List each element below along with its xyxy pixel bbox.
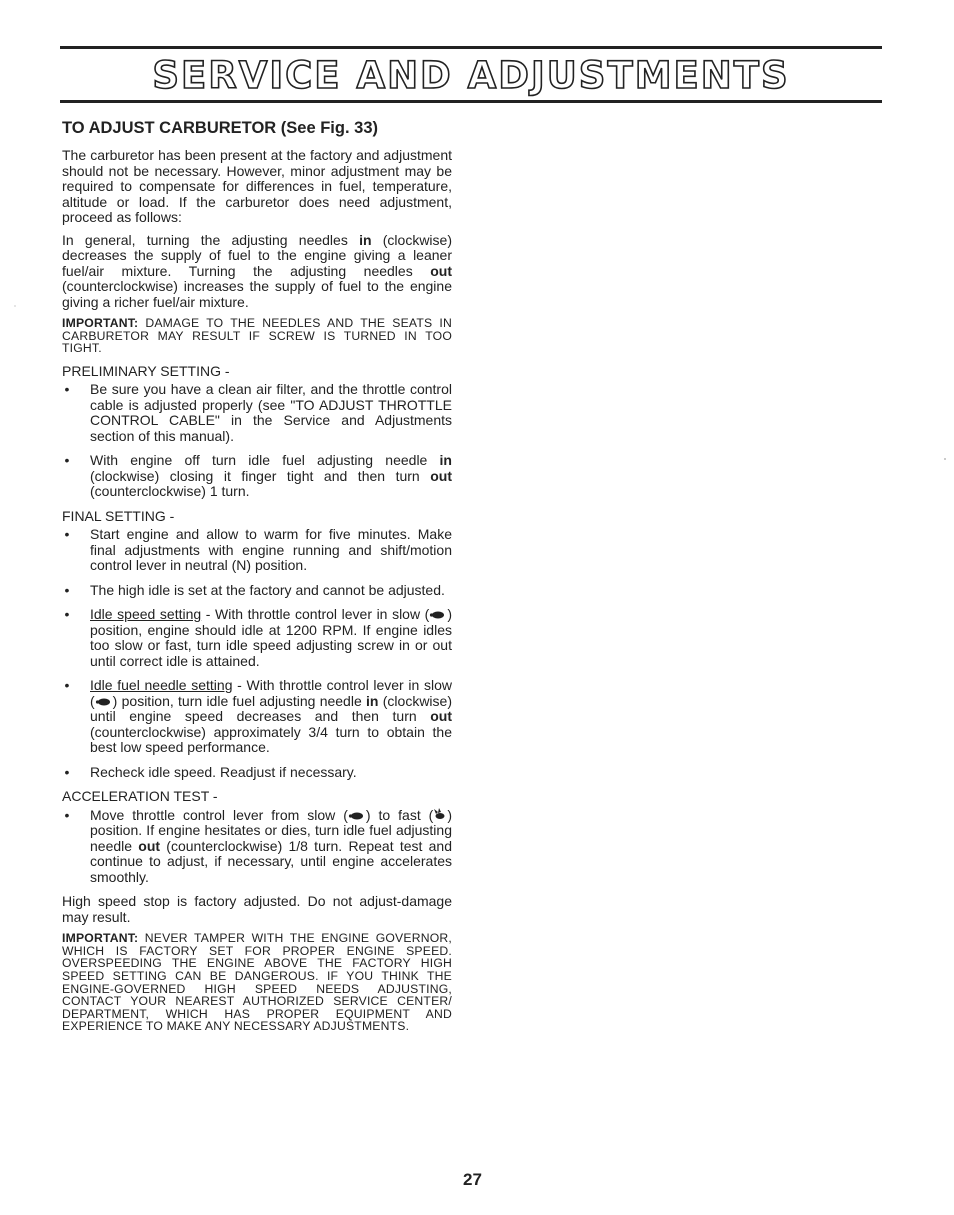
intro-paragraph: The carburetor has been present at the factory and adjustment should not be necessary. However, minor adjustment may be required to compensate for differences in fuel, temperature, altitude or load. If the carburetor does need adjustment, proceed as follows: <box>62 147 452 225</box>
scan-speck <box>14 305 16 307</box>
header-rule-top <box>60 46 882 49</box>
bullet-icon: • <box>64 381 70 398</box>
scan-speck <box>944 458 946 460</box>
bullet-icon: • <box>64 526 70 543</box>
general-paragraph: In general, turning the adjusting needles in (clockwise) decreases the supply of fuel to the engine giving a leaner fuel/air mixture. Turning the adjusting needles out (counterclockwise) increases the supply of fuel to the engine giving a richer fuel/air mixture. <box>62 231 452 310</box>
page-number: 27 <box>463 1170 482 1189</box>
header-rule-bottom <box>60 100 882 103</box>
important-note-governor: IMPORTANT: NEVER TAMPER WITH THE ENGINE GOVERNOR, WHICH IS FACTORY SET FOR PROPER ENGINE SPEED. OVERSPEEDING THE ENGINE ABOVE THE FACTORY HIGH SPEED SETTING CAN BE DANGEROUS. IF YOU THINK THE ENGINE-GOVERNED HIGH SPEED NEEDS ADJUSTING, CONTACT YOUR NEAREST AUTHORIZED SERVICE CENTER/ DEPARTMENT, WHICH HAS PROPER EQUIPMENT AND EXPERIENCE TO MAKE ANY NECESSARY ADJUSTMENTS. <box>62 931 452 1034</box>
bullet-icon: • <box>64 606 70 623</box>
important-note-needles: IMPORTANT: DAMAGE TO THE NEEDLES AND THE SEATS IN CARBURETOR MAY RESULT IF SCREW IS TURNED IN TOO TIGHT. <box>62 316 452 356</box>
list-item: • With engine off turn idle fuel adjusting needle in (clockwise) closing it finger tight and then turn out (counterclockwise) 1 turn. <box>62 453 452 500</box>
list-item: • Idle speed setting - With throttle control lever in slow ( ) position, engine should idle at 1200 RPM. If engine idles too slow or fast, turn idle speed adjusting screw in or out until correct idle is attained. <box>62 607 452 669</box>
final-list <box>62 527 452 780</box>
bullet-icon: • <box>64 806 70 823</box>
rabbit-icon <box>433 808 447 820</box>
list-item: • Start engine and allow to warm for five minutes. Make final adjustments with engine running and shift/motion control lever in neutral (N) position. <box>62 527 452 574</box>
list-item: • Idle fuel needle setting - With throttle control lever in slow ( ) position, turn idle fuel adjusting needle in (clockwise) until engine speed decreases and then turn out (counterclockwise) approximately 3/4 turn to obtain the best low speed performance. <box>62 678 452 756</box>
list-item: • Be sure you have a clean air filter, and the throttle control cable is adjusted properly (see "TO ADJUST THROTTLE CONTROL CABLE" in the Service and Adjustments section of this manual). <box>62 382 452 444</box>
bullet-icon: • <box>64 452 70 469</box>
bullet-icon: • <box>64 763 70 780</box>
turtle-icon <box>95 697 113 706</box>
bullet-icon: • <box>64 677 70 694</box>
page-title: SERVICE AND ADJUSTMENTS <box>152 54 790 97</box>
acceleration-list <box>62 808 452 886</box>
list-item: • The high idle is set at the factory and cannot be adjusted. <box>62 583 452 599</box>
preliminary-list <box>62 382 452 500</box>
preliminary-setting-label: PRELIMINARY SETTING - <box>62 362 230 379</box>
acceleration-test-label: ACCELERATION TEST - <box>62 788 218 805</box>
section-heading: TO ADJUST CARBURETOR (See Fig. 33) <box>62 119 378 137</box>
final-setting-label: FINAL SETTING - <box>62 507 175 524</box>
bullet-icon: • <box>64 581 70 598</box>
high-speed-paragraph: High speed stop is factory adjusted. Do not adjust-damage may result. <box>62 893 452 925</box>
turtle-icon <box>348 811 366 820</box>
carburetor-section <box>62 118 452 1042</box>
list-item: • Recheck idle speed. Readjust if necessary. <box>62 765 452 781</box>
list-item: • Move throttle control lever from slow ( ) to fast ( ) position. If engine hesitates or dies, turn idle fuel adjusting needle out (counterclockwise) 1/8 turn. Repeat test and continue to adjust, if necessary, until engine accelerates smoothly. <box>62 808 452 886</box>
turtle-icon <box>429 610 447 619</box>
